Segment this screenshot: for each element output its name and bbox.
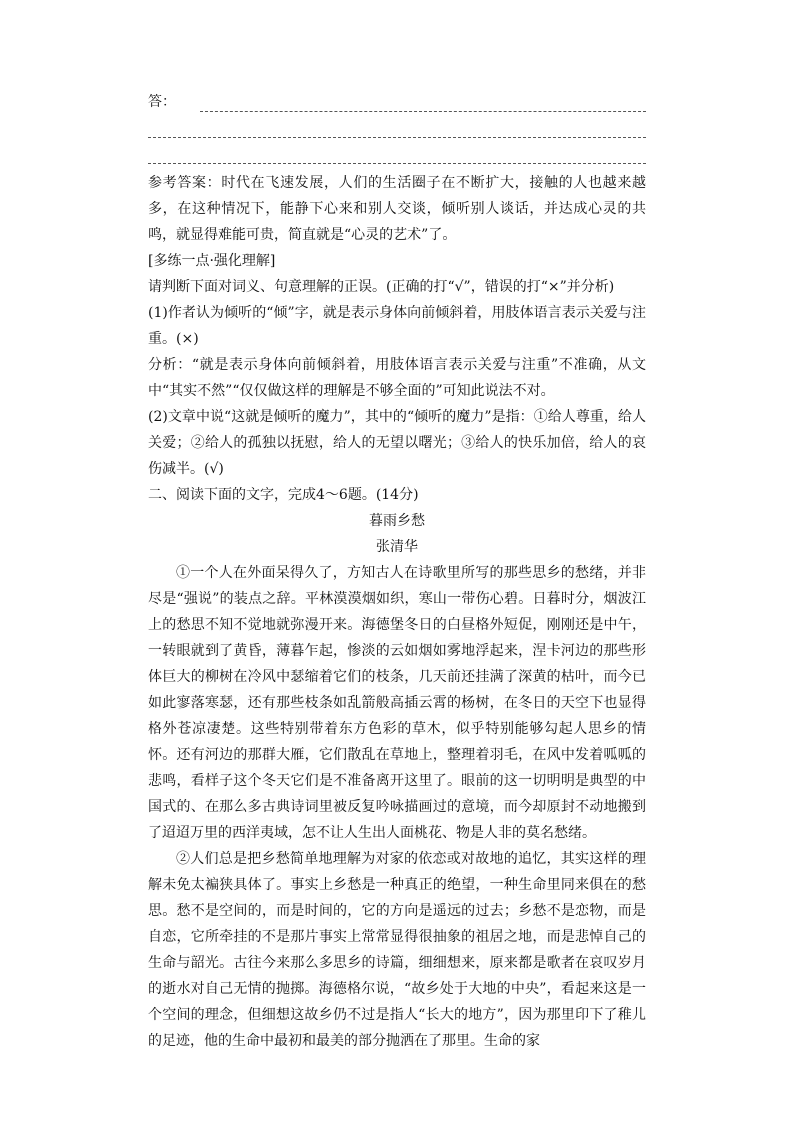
practice-analysis: 分析：“就是表示身体向前倾斜着，用肢体语言表示关爱与注重”不准确，从文中“其实不然”“仅仅做这样的理解是不够全面的”可知此说法不对。: [148, 357, 646, 399]
passage-title: 暮雨乡愁: [369, 513, 425, 529]
answer-line-1: [200, 101, 646, 112]
practice-item-2: (2)文章中说“这就是倾听的魔力”，其中的“倾听的魔力”是指：①给人尊重，给人关爱；②给人的孤独以抚慰，给人的无望以曙光；③给人的快乐加倍，给人的哀伤减半。(√): [148, 409, 646, 477]
document-page: [148, 88, 646, 1054]
answer-row: [148, 88, 646, 112]
practice-instruction: 请判断下面对词义、句意理解的正误。(正确的打“√”，错误的打“×”并分析): [148, 279, 615, 295]
passage-paragraph-2: ②人们总是把乡愁简单地理解为对家的依恋或对故地的追忆，其实这样的理解未免太褊狭具体了。事实上乡愁是一种真正的绝望，一种生命里同来俱在的愁思。愁不是空间的，而是时间的，它的方向是遥远的过去；乡愁不是恋物，而是自恋，它所牵挂的不是那片事实上常常显得很抽象的祖居之地，而是悲悼自己的生命与韶光。古往今来那么多思乡的诗篇，细细想来，原来都是歌者在哀叹岁月的逝水对自己无情的抛掷。海德格尔说，“故乡处于大地的中央”，看起来这是一个空间的理念，但细想这故乡仍不过是指人“长大的地方”，因为那里印下了稚儿的足迹，他的生命中最初和最美的部分抛洒在了那里。生命的家: [148, 851, 646, 1049]
reading-instruction: 二、阅读下面的文字，完成4～6题。(14分): [148, 487, 419, 503]
passage-paragraph-1: ①一个人在外面呆得久了，方知古人在诗歌里所写的那些思乡的愁绪，并非尽是“强说”的装点之辞。平林漠漠烟如织，寒山一带伤心碧。日暮时分，烟波江上的愁思不知不觉地就弥漫开来。海德堡冬日的白昼格外短促，刚刚还是中午，一转眼就到了黄昏，薄暮乍起，惨淡的云如烟如雾地浮起来，涅卡河边的那些形体巨大的柳树在冷风中瑟缩着它们的枝条，几天前还挂满了深黄的枯叶，而今已如此寥落寒瑟，还有那些枝条如乱箭般高插云霄的杨树，在冬日的天空下也显得格外苍凉凄楚。这些特别带着东方色彩的草木，似乎特别能够勾起人思乡的情怀。还有河边的那群大雁，它们散乱在草地上，整理着羽毛，在风中发着呱呱的悲鸣，看样子这个冬天它们是不准备离开这里了。眼前的这一切明明是典型的中国式的、在那么多古典诗词里被反复吟咏描画过的意境，而今却原封不动地搬到了迢迢万里的西洋夷域，怎不让人生出人面桃花、物是人非的莫名愁绪。: [148, 565, 646, 841]
practice-heading: [多练一点·强化理解]: [148, 253, 276, 269]
reference-answer: 参考答案：时代在飞速发展，人们的生活圈子在不断扩大，接触的人也越来越多，在这种情况下，能静下心来和别人交谈，倾听别人谈话，并达成心灵的共鸣，就显得难能可贵，简直就是“心灵的艺术”了。: [148, 175, 646, 243]
practice-item-1: (1)作者认为倾听的“倾”字，就是表示身体向前倾斜着，用肢体语言表示关爱与注重。(×): [148, 305, 646, 347]
answer-line-2: [148, 112, 646, 138]
answer-line-3: [148, 138, 646, 164]
passage-author: 张清华: [376, 539, 418, 555]
answer-label: 答：: [148, 94, 176, 110]
